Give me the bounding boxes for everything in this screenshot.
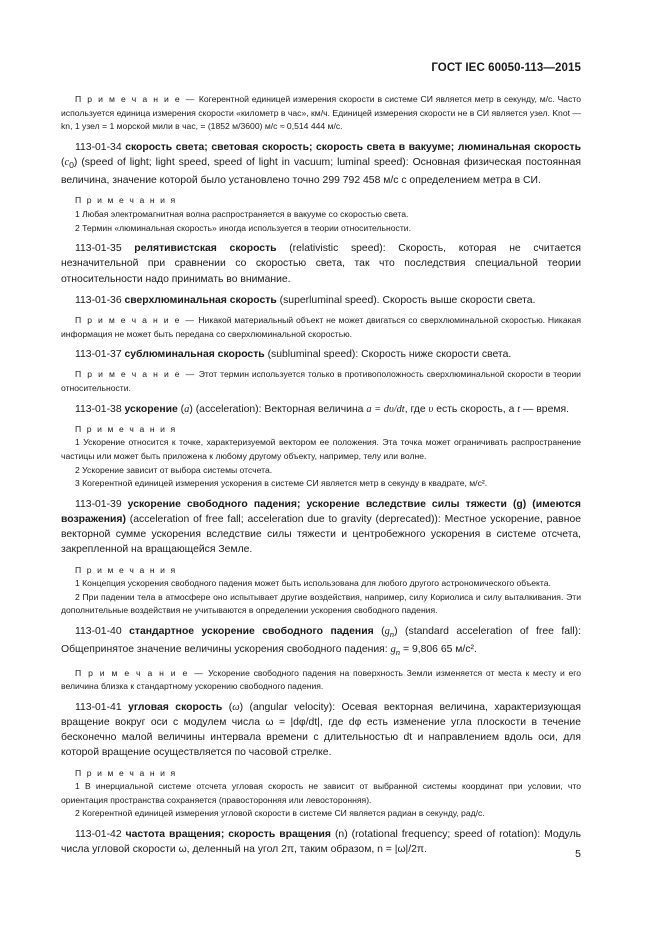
term-name: стандартное ускорение свободного падения bbox=[129, 626, 374, 637]
symbol: υ bbox=[428, 403, 434, 415]
document-header: ГОСТ IEC 60050-113—2015 bbox=[431, 62, 581, 74]
term-symbol: a bbox=[184, 403, 190, 415]
note-text: Ускорение свободного падения на поверхность Земли изменяется от места к месту и его величина близка к стандартному ускорению свободного падения. bbox=[61, 667, 581, 692]
term-number: 113-01-36 bbox=[75, 294, 122, 306]
note-item: 2 Термин «люминальная скорость» иногда используется в теории относительности. bbox=[75, 222, 411, 233]
term-name: ускорение bbox=[124, 403, 178, 415]
note bbox=[61, 667, 581, 694]
term-definition: (standard acceleration of free fall): Общепринятое значение величины ускорения свободного падения: bbox=[61, 626, 581, 656]
note-text: Когерентной единицей измерения скорости в системе СИ является метр в секунду, м/с. Часто используется единица измерения скорости «километр в час», км/ч. Единицей измерения скорости не в СИ является узел. Knot — kn, 1 узел = 1 морской мили в час, = (1852 м/3600) м/с ≈ 0,514 444 м/с. bbox=[61, 94, 581, 132]
term-entry bbox=[61, 241, 581, 287]
note-item: 1 Концепция ускорения свободного падения может быть использована для любого другого астрономического объекта. bbox=[75, 578, 551, 589]
term-entry bbox=[61, 293, 581, 308]
term-definition: (relativistic speed): Скорость, которая не считается незначительной при сравнении со скоростью света, так что последствия специальной теории относительности надо принимать во внимание. bbox=[61, 243, 581, 285]
term-number: 113-01-39 bbox=[75, 498, 122, 510]
term-entry bbox=[61, 140, 581, 189]
term-definition: (superluminal speed). Скорость выше скорости света. bbox=[276, 294, 536, 306]
term-definition: ) (speed of light; light speed, speed of light in vacuum; luminal speed): Основная физическая постоянная величина, значение которой было установлено точно 299 792 458 м/с с определением метра в СИ. bbox=[61, 156, 581, 187]
term-symbol: ω bbox=[232, 701, 240, 713]
note-text: Этот термин используется только в противоположность сверхлюминальной скорости в теории относительности. bbox=[61, 369, 581, 394]
term-name: скорость света; световая скорость; скорость света в вакууме; люминальная скорость bbox=[125, 141, 581, 153]
term-name: сверхлюминальная скорость bbox=[124, 294, 277, 306]
term-definition: (subluminal speed): Скорость ниже скорости света. bbox=[264, 349, 512, 361]
note bbox=[61, 314, 581, 341]
term-number: 113-01-42 bbox=[75, 828, 122, 840]
term-text: — время. bbox=[520, 403, 570, 415]
term-name: ускорение свободного падения; ускорение вследствие силы тяжести (g) (имеются возражения) bbox=[61, 498, 581, 526]
note-text: Никакой материальный объект не может двигаться со сверхлюминальной скоростью. Никакая информация не может быть передана со сверхлюминальной скоростью. bbox=[61, 315, 581, 339]
term-name: сублюминальная скорость bbox=[124, 349, 265, 361]
term-symbol: g bbox=[384, 626, 390, 637]
term-subscript: 0 bbox=[69, 160, 74, 171]
subscript: n bbox=[395, 647, 401, 658]
term-subscript: n bbox=[389, 629, 395, 640]
term-definition: (angular velocity): Осевая векторная величина, характеризующая вращение вокруг оси с модулем числа ω = |dφ/dt|, где dφ есть изменение угла плоскости в течение бесконечно малой величины интервала времени с длительностью dt и направлением вдоль оси, для которой вращение осуществляется по часовой стрелке. bbox=[61, 701, 581, 759]
notes-block bbox=[61, 564, 581, 618]
symbol: g bbox=[390, 644, 396, 656]
value-text: = 9,806 65 м/с². bbox=[400, 644, 477, 656]
note-label: П р и м е ч а н и е — bbox=[75, 315, 196, 326]
term-definition: (acceleration of free fall; acceleration due to gravity (deprecated)): Местное ускорение, равное векторной сумме ускорения вследствие силы тяжести и центробежного ускорения в системе отсчета, закрепленной на вращающейся Земле. bbox=[61, 514, 581, 556]
term-number: 113-01-40 bbox=[75, 626, 122, 637]
term-number: 113-01-35 bbox=[75, 243, 122, 255]
term-number: 113-01-38 bbox=[75, 403, 122, 415]
note-label: П р и м е ч а н и е — bbox=[75, 369, 196, 380]
term-entry: 113-01-40 стандартное ускорение свободного падения $(g_n)$ (standard acceleration of free fall): Общепринятое значение величины ускорения свободного падения: $g_n = 9,806$ 65 м/с². bbox=[61, 626, 581, 658]
note-item: 3 Когерентной единицей измерения ускорения в системе СИ является метр в секунду в квадрате, м/с². bbox=[75, 478, 488, 489]
notes-heading: П р и м е ч а н и я bbox=[75, 564, 177, 575]
note-item: 1 Любая электромагнитная волна распространяется в вакууме со скоростью света. bbox=[75, 209, 409, 220]
term-name: угловая скорость bbox=[128, 701, 223, 713]
note-label: П р и м е ч а н и е — bbox=[75, 94, 196, 104]
notes-block bbox=[61, 767, 581, 821]
notes-heading: П р и м е ч а н и я bbox=[75, 195, 177, 206]
term-symbol: c bbox=[64, 156, 70, 168]
term-number: 113-01-41 bbox=[75, 701, 122, 713]
term-entry: 113-01-38 ускорение (a) (acceleration): Векторная величина a = dυ/dt, где υ есть скорость, а t — время. bbox=[75, 403, 570, 415]
term-entry: 113-01-41 угловая скорость (ω) (angular velocity): Осевая векторная величина, характеризующая вращение вокруг оси с модулем числа ω = |dφ/dt|, где dφ есть изменение угла плоскости в течение бесконечно малой величины интервала времени с длительностью dt и направлением вдоль оси, для которой вращение осуществляется по часовой стрелке. bbox=[61, 701, 581, 759]
note-item: 1 Ускорение относится к точке, характеризуемой вектором ее положения. Эта точка может ограничивать распространение частицы или может быть приложена к любому другому объекту, например, телу или волне. bbox=[61, 437, 581, 462]
formula: a = dυ/dt bbox=[366, 403, 405, 415]
note bbox=[61, 368, 581, 395]
note-item: 1 В инерциальной системе отсчета угловая скорость не зависит от выбранной системы координат при условии, что ориентация пространства сохраняется (правосторонняя или левосторонняя). bbox=[61, 781, 581, 805]
note-item: 2 Когерентной единицей измерения угловой скорости в системе СИ является радиан в секунду, рад/с. bbox=[75, 808, 485, 819]
notes-heading: П р и м е ч а н и я bbox=[75, 423, 177, 434]
term-number: 113-01-37 bbox=[75, 349, 122, 361]
term-definition: (n) (rotational frequency; speed of rotation): Модуль числа угловой скорости ω, деленный на угол 2π, таким образом, n = |ω|/2π. bbox=[61, 828, 581, 856]
page-number: 5 bbox=[575, 848, 581, 860]
term-text: , где bbox=[404, 403, 429, 415]
term-entry bbox=[61, 497, 581, 558]
term-text: есть скорость, а bbox=[433, 403, 518, 415]
notes-block bbox=[61, 423, 581, 491]
note bbox=[61, 93, 581, 134]
term-name: частота вращения; скорость вращения bbox=[125, 828, 331, 840]
notes-heading: П р и м е ч а н и я bbox=[75, 767, 177, 778]
notes-block bbox=[61, 194, 581, 235]
symbol: t bbox=[517, 403, 521, 415]
term-entry bbox=[61, 827, 581, 857]
term-entry bbox=[61, 347, 581, 362]
term-paren: ( bbox=[61, 156, 65, 168]
term-name: релятивистская скорость bbox=[134, 243, 277, 255]
note-label: П р и м е ч а н и е — bbox=[75, 667, 205, 678]
page-content bbox=[61, 93, 581, 863]
term-definition: (acceleration): Векторная величина bbox=[192, 403, 367, 415]
term-number: 113-01-34 bbox=[75, 141, 122, 153]
note-item: 2 Ускорение зависит от выбора системы отсчета. bbox=[75, 464, 273, 475]
note-item: 2 При падении тела в атмосфере оно испытывает другие воздействия, например, силу Кориолиса и силу выталкивания. Эти дополнительные воздействия не учитываются в определении ускорения свободного падения. bbox=[61, 591, 581, 616]
